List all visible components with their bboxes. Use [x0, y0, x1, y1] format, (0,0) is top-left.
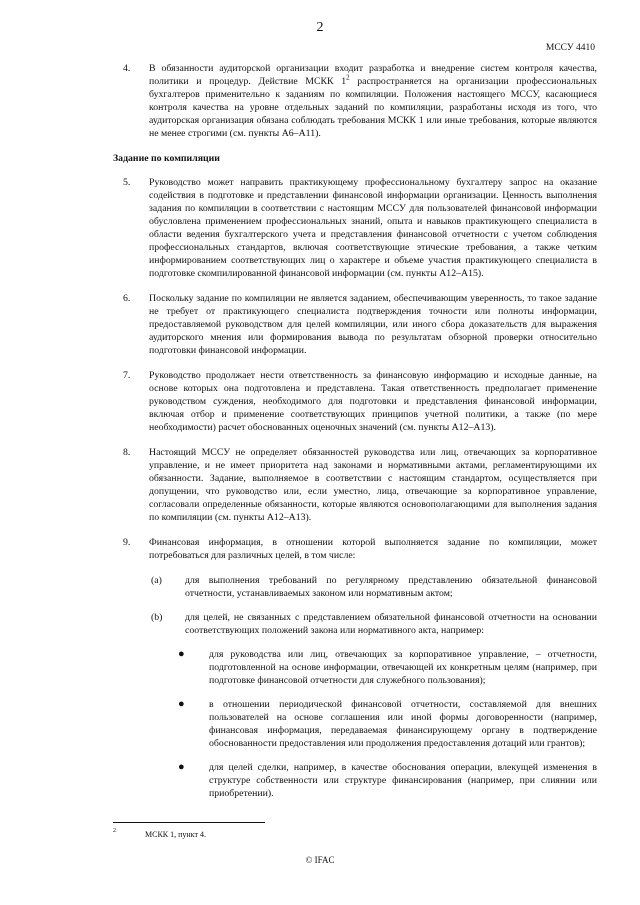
- paragraph-number: 8.: [123, 447, 131, 458]
- paragraph-4: [113, 62, 597, 140]
- paragraph-7: [113, 369, 597, 434]
- paragraph-number: 9.: [123, 537, 131, 548]
- paragraph-text-part: распространяется на организации профессиональных бухгалтеров применительно к заданиям по компиляции. Положения настоящего МССУ, касающиеся контроля качества на уровне отдельных заданий по компиляции, разработаны исходя из того, что аудиторская организация обязана соблюдать требования МСКК 1 или иные требования, которые являются не менее строгими (см. пункты А6–А11).: [149, 76, 597, 139]
- sub-item-label: (b): [151, 612, 163, 623]
- paragraph-number: 6.: [123, 293, 131, 304]
- bullet-text: для руководства или лиц, отвечающих за корпоративное управление, – отчетности, подготовленной на основе информации, отвечающей их конкретным целям (например, при подготовке финансовой отчетности для служебного пользования);: [209, 649, 597, 686]
- bullet-icon: ●: [178, 761, 185, 773]
- paragraph-8: [113, 446, 597, 524]
- bullet-item: [113, 761, 597, 800]
- footnote-number: 2: [113, 828, 116, 834]
- bullet-item: [113, 698, 597, 750]
- section-heading: Задание по компиляции: [113, 153, 220, 164]
- document-code: МССУ 4410: [545, 43, 595, 53]
- bullet-text: для целей сделки, например, в качестве обоснования операции, влекущей изменения в структуре собственности или структуре финансирования (например, при слиянии или приобретении).: [209, 762, 597, 799]
- paragraph-6: [113, 292, 597, 357]
- paragraph-text: Поскольку задание по компиляции не является заданием, обеспечивающим уверенность, то такое задание не требует от практикующего специалиста подтверждения точности или полноты информации, предоставляемой руководством для целей компиляции, или иного сбора доказательств для выражения аудиторского мнения или формирования вывода по результатам обзорной проверки относительно подготовки финансовой информации.: [149, 293, 597, 356]
- paragraph-text-part: В обязанности аудиторской организации входит разработка и внедрение систем контроля качества, политики и процедур. Действие МСКК 1: [149, 63, 597, 87]
- bullet-item: [113, 648, 597, 687]
- paragraph-number: 7.: [123, 370, 131, 381]
- bullet-icon: ●: [178, 648, 185, 660]
- footnote-divider: [113, 822, 265, 823]
- paragraph-9: [113, 536, 597, 562]
- document-body: [113, 62, 597, 811]
- footnote-reference: 2: [346, 73, 350, 82]
- paragraph-text: Руководство продолжает нести ответственность за финансовую информацию и исходные данные, на основе которых она подготовлена и представлена. Такая ответственность предполагает применение руководством суждения, необходимого для подготовки и представления финансовой информации, включая отбор и применение соответствующих принципов учетной политики, а также (по мере необходимости) расчет обоснованных оценочных значений (см. пункты А12–А13).: [149, 370, 597, 433]
- footnote: [113, 830, 206, 839]
- paragraph-5: [113, 176, 597, 280]
- footnote-text: МСКК 1, пункт 4.: [145, 830, 206, 839]
- sub-item-text: для целей, не связанных с представлением обязательной финансовой отчетности на основании соответствующих положений закона или нормативного акта, например:: [185, 612, 597, 636]
- paragraph-text: Руководство может направить практикующему профессиональному бухгалтеру запрос на оказание содействия в подготовке и представлении финансовой информации организации. Ценность выполнения задания по компиляции в соответствии с настоящим МССУ для пользователей финансовой информации обусловлена применением профессиональных знаний, опыта и навыков практикующего специалиста в области ведения бухгалтерского учета и представления финансовой отчетности с учетом соблюдения профессиональных стандартов, включая соответствующие этические требования, а также четким информированием соответствующих лиц о характере и объеме участия практикующего специалиста в подготовке скомпилированной финансовой информации (см. пункты А12–А15).: [149, 177, 597, 279]
- sub-item-a: [113, 574, 597, 600]
- sub-item-text: для выполнения требований по регулярному представлению обязательной финансовой отчетности, устанавливаемых законом или нормативным актом;: [185, 575, 597, 599]
- sub-item-b: [113, 611, 597, 637]
- page-footer: © IFAC: [305, 855, 335, 865]
- paragraph-number: 5.: [123, 177, 131, 188]
- bullet-icon: ●: [178, 698, 185, 710]
- sub-item-label: (a): [151, 575, 162, 586]
- paragraph-number: 4.: [123, 63, 131, 74]
- page-number: 2: [316, 20, 324, 35]
- paragraph-text: Финансовая информация, в отношении которой выполняется задание по компиляции, может потребоваться для различных целей, в том числе:: [149, 537, 597, 561]
- bullet-text: в отношении периодической финансовой отчетности, составляемой для внешних пользователей на основе соглашения или иной формы договоренности (например, финансовая информация, передаваемая финансирующему органу в подтверждение обоснованности предоставления или продолжения предоставления дотаций или грантов);: [209, 699, 597, 749]
- paragraph-text: Настоящий МССУ не определяет обязанностей руководства или лиц, отвечающих за корпоративное управление, и не имеет приоритета над законами и нормативными актами, регламентирующими их обязанности. Задание, выполняемое в соответствии с настоящим стандартом, осуществляется при допущении, что руководство или, если уместно, лица, отвечающие за корпоративное управление, согласовали определенные обязанности, которые являются основополагающими для выполнения задания по компиляции (см. пункты А12–А13).: [149, 447, 597, 523]
